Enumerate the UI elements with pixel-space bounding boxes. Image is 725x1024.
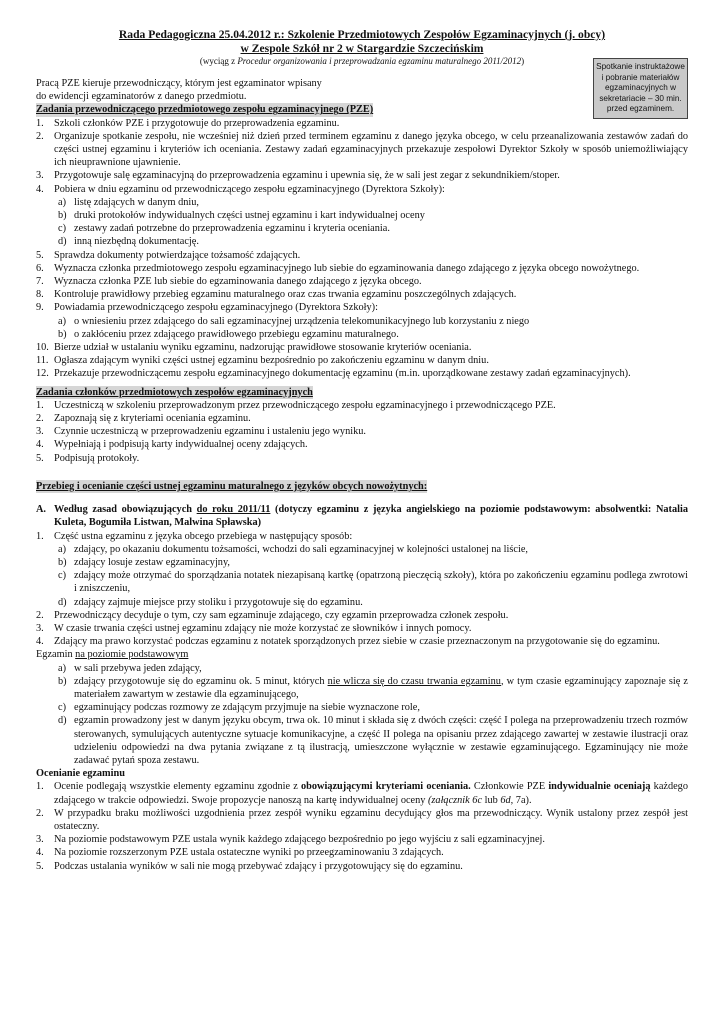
basic-item-b: b) zdający przygotowuje się do egzaminu ok. 5 minut, których nie wlicza się do czasu trwania egzaminu, w tym czasie egzaminujący zapoznaje się z materiałem zawartym w zestawie dla egzaminującego, [58,675,689,700]
item-text: Podczas ustalania wyników w sali nie mogą przebywać zdający i przygotowujący się do egzaminu. [54,860,463,872]
item-text: inną niezbędną dokumentację. [74,236,199,248]
item-text: Przygotowuje salę egzaminacyjną do przeprowadzenia egzaminu i upewnia się, że w sali jest zegar z sekundnikiem/stoper. [54,170,560,182]
sub-list-item [36,328,688,341]
item-text: Zapoznają się z kryteriami oceniania egzaminu. [54,413,251,425]
sub-list-item [36,222,688,235]
item-number: 3. [36,622,44,634]
title-line-2: w Zespole Szkół nr 2 w Stargardzie Szczecińskim [240,42,484,55]
sub-list-item [36,596,688,609]
item-text: Na poziomie rozszerzonym PZE ustala ostateczne wyniki po przeegzaminowaniu 3 zdających. [54,847,444,859]
item-text: o zakłóceniu przez zdającego prawidłowego przebiegu egzaminu maturalnego. [74,328,399,340]
basic-item-d: d) egzamin prowadzony jest w danym języku obcym, trwa ok. 10 minut i składa się z dwóch części: część I polega na przeprowadzeniu trzech rozmów sterowanych, symulujących autentyczne sytuacje komunikacyjne, a część II polega na opisaniu przez zdającego zawartej w zestawie ilustracji oraz udzieleniu odpowiedzi na dwa pytania związane z tą ilustracją, umieszczone wyłącznie w zestawie egzaminującego. Egzaminujący nie może zadawać pytań spoza zestawu. [58,715,688,766]
item-number: a) [58,196,66,208]
list-item [36,354,688,367]
list-item [36,807,688,833]
list-item [36,183,688,196]
item-text: Zdający ma prawo korzystać podczas egzaminu z notatek sporządzonych przez siebie w czasie przeznaczonym na przygotowanie się do egzaminu. [54,636,660,648]
list-item [36,249,688,262]
list-item [36,412,688,425]
sub-list-item [36,235,688,248]
section-3-heading: Przebieg i ocenianie części ustnej egzaminu maturalnego z języków obcych nowożytnych: [36,480,428,492]
list-item [36,425,688,438]
sub-list-item [36,569,688,595]
item-number: 8. [36,289,44,301]
list-item [36,635,688,648]
item-text: Wyznacza członka PZE lub siebie do egzaminowania danego zdającego z języka obcego. [54,276,422,288]
item-number: 4. [36,847,44,859]
item-number: d) [58,596,67,608]
item-number: 10. [36,342,49,354]
item-number: 1. [36,117,44,129]
item-number: 12. [36,368,49,380]
item-number: b) [58,556,67,568]
sub-list-item [36,315,688,328]
item-number: b) [58,328,67,340]
item-text: Uczestniczą w szkoleniu przeprowadzonym przez przewodniczącego zespołu egzaminacyjnego i przewodniczącego PZE. [54,399,556,411]
document-page [36,28,688,873]
note-box: Spotkanie instruktażowe i pobranie materiałów egzaminacyjnych w sekretariacie – 30 min. przed egzaminem. [593,58,688,119]
list-item [36,130,688,170]
item-number: 3. [36,170,44,182]
item-text: zdający może otrzymać do sporządzania notatek niezapisaną kartkę (opatrzoną pieczęcią szkoły), która po zakończeniu egzaminu podlega zwrotowi i zniszczeniu, [74,570,688,595]
item-text: Przekazuje przewodniczącemu zespołu egzaminacyjnego dokumentację egzaminu (m.in. uporządkowane zestawy zadań egzaminacyjnych). [54,368,631,380]
item-number: 5. [36,249,44,261]
basic-level-label: Egzamin na poziomie podstawowym [36,649,189,661]
sub-list-item [36,209,688,222]
section-2 [36,386,688,465]
item-text: W czasie trwania części ustnej egzaminu zdający nie może korzystać ze słowników i innych pomocy. [54,622,472,634]
list-item [36,288,688,301]
item-number: 5. [36,860,44,872]
item-number: a) [58,543,66,555]
list-item [36,117,688,130]
section-3 [36,480,688,873]
item-text: Ogłasza zdającym wyniki części ustnej egzaminu bezpośrednio po zakończeniu egzaminu w danym dniu. [54,355,489,367]
item-text: Kontroluje prawidłowy przebieg egzaminu maturalnego oraz czas trwania egzaminu poszczególnych zdających. [54,289,517,301]
item-number: 2. [36,807,44,819]
intro: Pracą PZE kieruje przewodniczący, którym jest egzaminator wpisany do ewidencji egzaminatorów z danego przedmiotu. [36,78,322,103]
item-text: Sprawdza dokumenty potwierdzające tożsamość zdających. [54,249,301,261]
item-number: 6. [36,262,44,274]
basic-item-a: a) w sali przebywa jeden zdający, [58,662,202,674]
item-number: b) [58,210,67,222]
item-number: 4. [36,183,44,195]
section-2-heading: Zadania członków przedmiotowych zespołów egzaminacyjnych [36,386,313,398]
list-item [36,169,688,182]
basic-item-c: c) egzaminujący podczas rozmowy ze zdającym przyjmuje na siebie wyznaczone role, [58,702,420,714]
sub-list-item [36,556,688,569]
item-text: listę zdających w danym dniu, [74,196,199,208]
list-item [36,860,688,873]
item-text: Bierze udział w ustalaniu wyniku egzaminu, nadzorując prawidłowe stosowanie kryteriów oceniania. [54,342,472,354]
item-text: Przewodniczący decyduje o tym, czy sam egzaminuje zdającego, czy egzamin przeprowadza członek zespołu. [54,609,509,621]
item-number: d) [58,236,67,248]
item-text: Na poziomie podstawowym PZE ustala wynik każdego zdającego bezpośrednio po jego wyjściu z sali egzaminacyjnej. [54,834,545,846]
item-text: zdający zajmuje miejsce przy stoliku i przygotowuje się do egzaminu. [74,596,363,608]
item-number: a) [58,315,66,327]
subtitle: (wyciąg z Procedur organizowania i przeprowadzania egzaminu maturalnego 2011/2012) [199,56,525,66]
list-item [36,530,688,543]
list-item [36,367,688,380]
item-number: 2. [36,130,44,142]
list-item [36,438,688,451]
list-item [36,301,688,314]
list-item [36,399,688,412]
list-item [36,341,688,354]
item-number: 1. [36,399,44,411]
section-1-heading: Zadania przewodniczącego przedmiotowego zespołu egzaminacyjnego (PZE) [36,104,374,116]
item-number: 4. [36,636,44,648]
grading-item: 1. Ocenie podlegają wszystkie elementy egzaminu zgodnie z obowiązującymi kryteriami oceniania. Członkowie PZE indywidualnie oceniają każdego zdającego w trakcie odpowiedzi. Swoje propozycje nanoszą na kartę indywidualnej oceny (załącznik 6c lub 6d, 7a). [36,781,688,806]
sub-list-item [36,543,688,556]
item-number: 5. [36,452,44,464]
list-item [36,846,688,859]
item-text: Podpisują protokoły. [54,452,140,464]
item-text: zestawy zadań potrzebne do przeprowadzenia egzaminu i kryteria oceniania. [74,223,390,235]
item-text: o wniesieniu przez zdającego do sali egzaminacyjnej urządzenia telekomunikacyjnego lub korzystaniu z niego [74,315,530,327]
item-text: Wyznacza członka przedmiotowego zespołu egzaminacyjnego lub siebie do egzaminowania danego zdającego z języka obcego nowożytnego. [54,262,640,274]
item-number: 1. [36,530,44,542]
grading-heading: Ocenianie egzaminu [36,768,125,780]
item-text: zdający losuje zestaw egzaminacyjny, [74,556,231,568]
list-item [36,452,688,465]
section-3-a: A. Według zasad obowiązujących do roku 2011/11 (dotyczy egzaminu z języka angielskiego na poziomie podstawowym: absolwentki: Natalia Kuleta, Bogumiła Listwan, Malwina Spławska) [36,504,688,529]
list-item [36,622,688,635]
item-text: Część ustna egzaminu z języka obcego przebiega w następujący sposób: [54,530,353,542]
item-number: 11. [36,355,49,367]
item-number: 4. [36,439,44,451]
item-number: 9. [36,302,44,314]
item-text: W przypadku braku możliwości uzgodnienia przez zespół wyniku egzaminu decydujący głos ma przewodniczący. Wynik ustalony przez zespół jest ostateczny. [54,807,688,832]
item-text: druki protokołów indywidualnych części ustnej egzaminu i kart indywidualnej oceny [74,210,425,222]
list-item [36,833,688,846]
title-line-1: Rada Pedagogiczna 25.04.2012 r.: Szkolenie Przedmiotowych Zespołów Egzaminacyjnych (j. obcy) [118,28,606,41]
item-text: Szkoli członków PZE i przygotowuje do przeprowadzenia egzaminu. [54,117,340,129]
item-text: Powiadamia przewodniczącego zespołu egzaminacyjnego (Dyrektora Szkoły): [54,302,378,314]
list-item [36,275,688,288]
list-item [36,609,688,622]
item-number: c) [58,223,66,235]
item-text: Organizuje spotkanie zespołu, nie wcześniej niż dzień przed terminem egzaminu z danego języka obcego, w celu przeanalizowania zestawów zadań do części ustnej egzaminu i kryteriów ich oceniania. Zestawy zadań egzaminacyjnych przekazuje zespołowi Dyrektor Szkoły w sposób uniemożliwiający ich nieuprawnione ujawnienie. [54,130,688,169]
item-number: 7. [36,276,44,288]
sub-list-item [36,196,688,209]
section-1 [36,103,688,380]
item-text: Pobiera w dniu egzaminu od przewodniczącego zespołu egzaminacyjnego (Dyrektora Szkoły): [54,183,445,195]
item-number: 2. [36,609,44,621]
item-text: zdający, po okazaniu dokumentu tożsamości, wchodzi do sali egzaminacyjnej w kolejności ustalonej na liście, [74,543,528,555]
item-number: c) [58,570,66,582]
item-number: 2. [36,413,44,425]
item-text: Czynnie uczestniczą w przeprowadzeniu egzaminu i ustaleniu jego wyniku. [54,426,366,438]
list-item [36,262,688,275]
item-number: 3. [36,834,44,846]
item-text: Wypełniają i podpisują karty indywidualnej oceny zdających. [54,439,308,451]
item-number: 3. [36,426,44,438]
